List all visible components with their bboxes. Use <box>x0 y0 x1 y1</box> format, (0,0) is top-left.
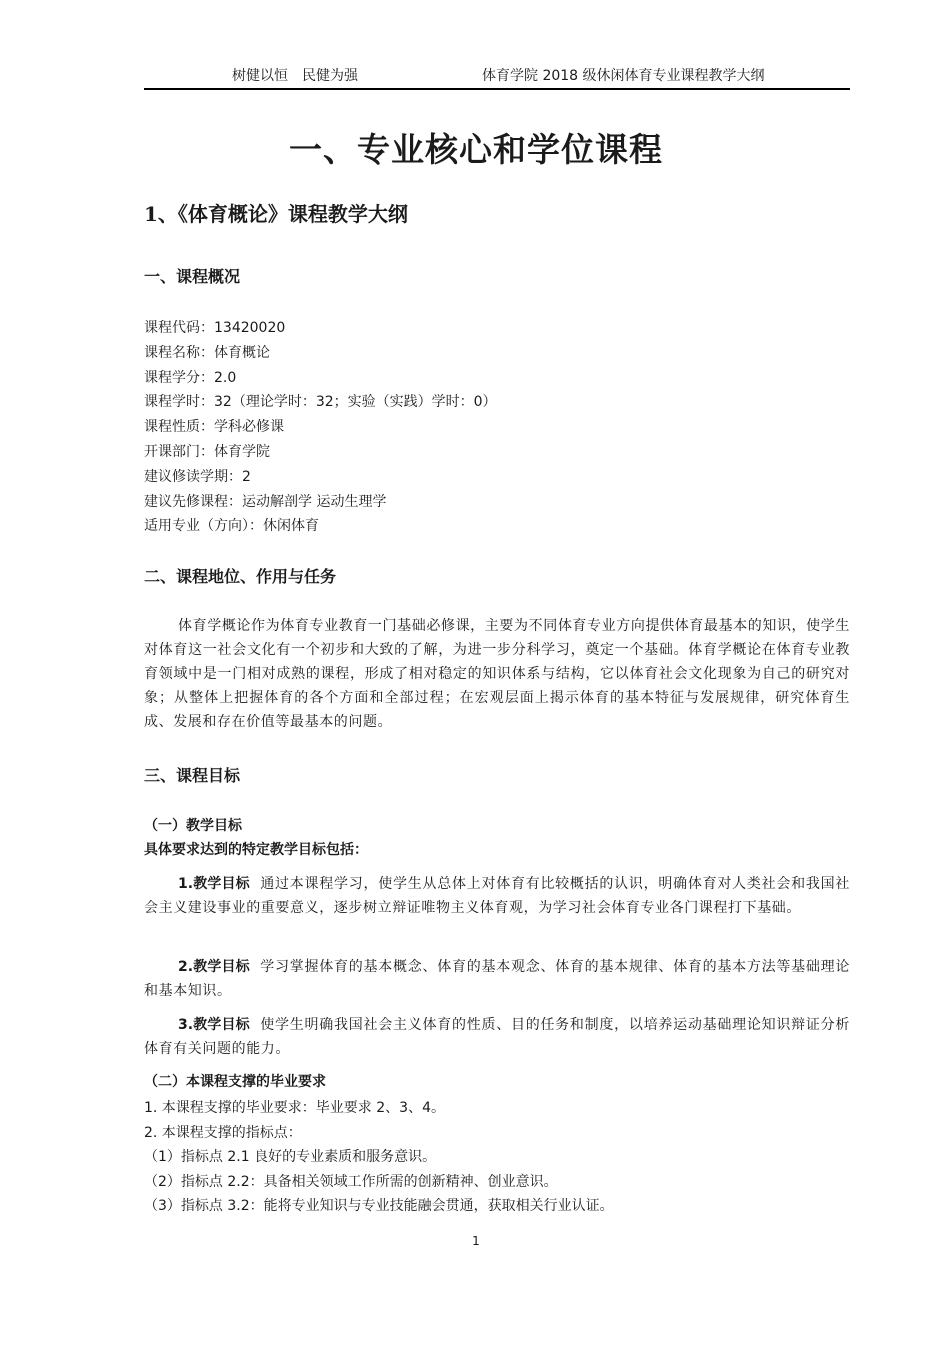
requirement-line: （1）指标点 2.1 良好的专业素质和服务意识。 <box>144 1149 437 1165</box>
course-title: 1、《体育概论》课程教学大纲 <box>144 202 408 226</box>
page-header <box>144 66 850 90</box>
info-item: 课程代码：13420020 <box>144 320 286 336</box>
goal-paragraph-3 <box>144 1013 850 1061</box>
header-motto: 树健以恒 民健为强 <box>232 68 358 84</box>
info-item: 课程学分：2.0 <box>144 369 237 386</box>
info-item: 建议修读学期：2 <box>144 468 251 485</box>
requirement-line: 1. 本课程支撑的毕业要求：毕业要求 2、3、4。 <box>144 1100 445 1116</box>
info-item: 课程性质：学科必修课 <box>144 419 284 436</box>
section-heading-role: 二、课程地位、作用与任务 <box>144 567 337 586</box>
info-item: 建议先修课程：运动解剖学 运动生理学 <box>144 493 387 510</box>
goal-text: 学习掌握体育的基本概念、体育的基本观念、体育的基本规律、体育的基本方法等基础理论和基本知识。 <box>144 959 851 999</box>
course-info-list <box>144 316 497 539</box>
subsection-heading-teaching-goals: （一）教学目标 <box>144 818 242 834</box>
goal-paragraph-1 <box>144 872 850 920</box>
header-document-title: 体育学院 2018 级休闲体育专业课程教学大纲 <box>482 68 765 84</box>
page-number: 1 <box>472 1234 480 1248</box>
info-item: 开课部门：体育学院 <box>144 443 270 460</box>
info-item: 课程学时：32（理论学时：32；实验（实践）学时：0） <box>144 394 497 411</box>
teaching-goals-intro: 具体要求达到的特定教学目标包括： <box>144 842 368 858</box>
graduation-requirements-list <box>144 1096 614 1219</box>
info-item: 课程名称：体育概论 <box>144 344 270 361</box>
goal-text: 通过本课程学习，使学生从总体上对体育有比较概括的认识，明确体育对人类社会和我国社会主义建设事业的重要意义，逐步树立辩证唯物主义体育观，为学习社会体育专业各门课程打下基础。 <box>144 876 851 916</box>
role-paragraph: 体育学概论作为体育专业教育一门基础必修课，主要为不同体育专业方向提供体育最基本的知识，使学生对体育这一社会文化有一个初步和大致的了解，为进一步分科学习，奠定一个基础。体育学概论在体育专业教育领域中是一门相对成熟的课程，形成了相对稳定的知识体系与结构，它以体育社会文化现象为自己的研究对象；从整体上把握体育的各个方面和全部过程；在宏观层面上揭示体育的基本特征与发展规律，研究体育生成、发展和存在价值等最基本的问题。 <box>144 618 850 730</box>
goal-lead: 2.教学目标 <box>178 959 250 975</box>
requirement-line: 2. 本课程支撑的指标点： <box>144 1124 302 1141</box>
goal-lead: 1.教学目标 <box>178 876 250 892</box>
goal-paragraph-2 <box>144 955 850 1003</box>
section-heading-goals: 三、课程目标 <box>144 766 241 785</box>
requirement-line: （3）指标点 3.2：能将专业知识与专业技能融会贯通，获取相关行业认证。 <box>144 1198 614 1214</box>
section-heading-overview: 一、课程概况 <box>144 267 241 286</box>
info-item: 适用专业（方向）：休闲体育 <box>144 518 319 535</box>
subsection-heading-graduation-requirements: （二）本课程支撑的毕业要求 <box>144 1074 326 1090</box>
goal-text: 使学生明确我国社会主义体育的性质、目的任务和制度，以培养运动基础理论知识辩证分析体育有关问题的能力。 <box>144 1017 851 1057</box>
requirement-line: （2）指标点 2.2：具备相关领域工作所需的创新精神、创业意识。 <box>144 1173 558 1190</box>
goal-lead: 3.教学目标 <box>178 1017 250 1033</box>
main-title: 一、专业核心和学位课程 <box>289 130 663 169</box>
